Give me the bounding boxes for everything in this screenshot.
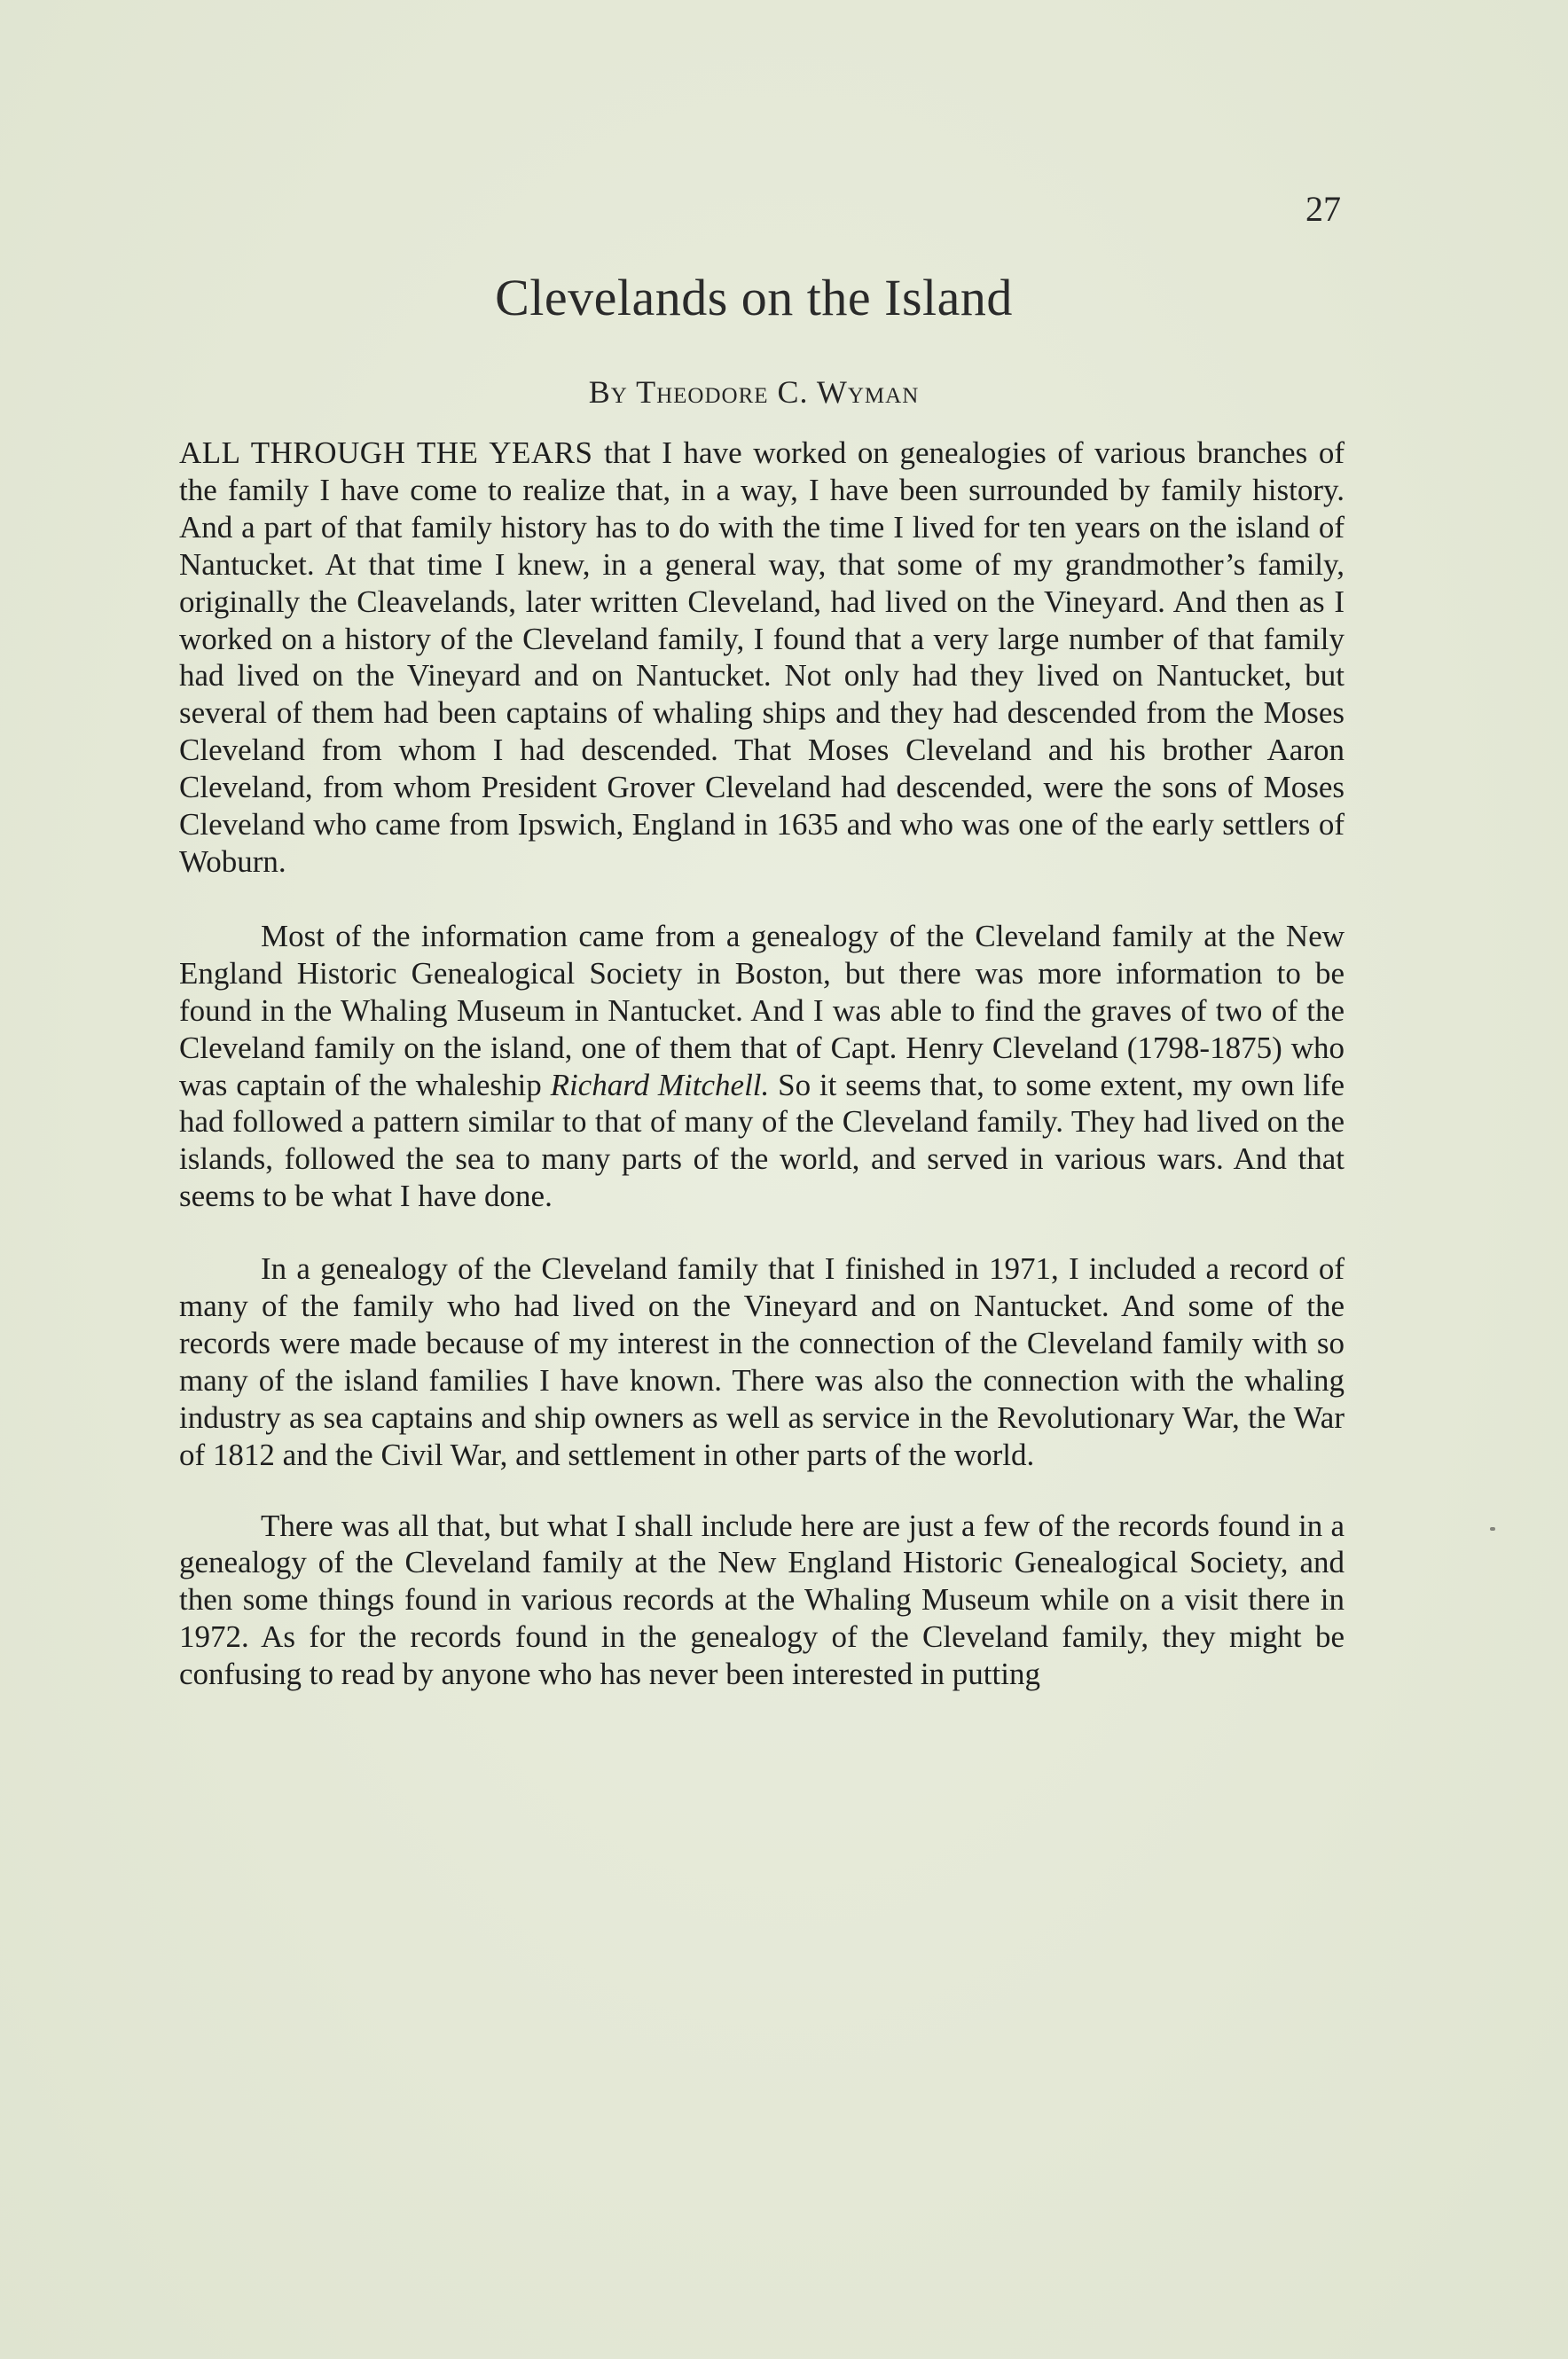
paragraph-2 — [179, 918, 1345, 1215]
page-number: 27 — [1305, 189, 1341, 229]
paragraph-lead-in: ALL THROUGH THE YEARS — [179, 435, 593, 470]
paragraph-1 — [179, 435, 1345, 881]
paragraph-4-text: There was all that, but what I shall include here are just a few of the records found in a genealogy of the Cleveland family at the New England Historic Genealogical Society, and then some things found in various records at the Whaling Museum while on a visit there in 1972. As for the records found in the genealogy of the Cleveland family, they might be confusing to read by anyone who has never been interested in putting — [179, 1508, 1345, 1692]
paragraph-1-text: that I have worked on genealogies of various branches of the family I have come to realize that, in a way, I have been surrounded by family history. And a part of that family history has to do with the time I lived for ten years on the island of Nantucket. At that time I knew, in a general way, that some of my grandmother’s family, originally the Cleavelands, later written Cleveland, had lived on the Vineyard. And then as I worked on a history of the Cleveland family, I found that a very large number of that family had lived on the Vineyard and on Nantucket. Not only had they lived on Nantucket, but several of them had been captains of whaling ships and they had descended from the Moses Cleveland from whom I had descended. That Moses Cleveland and his brother Aaron Cleveland, from whom President Grover Cleveland had descended, were the sons of Moses Cleveland who came from Ipswich, England in 1635 and who was one of the early settlers of Woburn. — [179, 435, 1345, 879]
ship-name: Richard Mitchell. — [550, 1067, 770, 1102]
paragraph-4 — [179, 1508, 1345, 1694]
paper-speck — [1490, 1527, 1495, 1531]
paragraph-2-text-after: So it seems that, to some extent, my own life had followed a pattern similar to that of many of the Cleveland family. They had lived on the islands, followed the sea to many parts of the world, and served in various wars. And that seems to be what I have done. — [179, 1067, 1345, 1214]
paragraph-3 — [179, 1250, 1345, 1473]
article-byline: By Theodore C. Wyman — [588, 374, 920, 410]
article-title: Clevelands on the Island — [495, 269, 1013, 326]
article-body — [179, 435, 1345, 1693]
paragraph-3-text: In a genealogy of the Cleveland family that I finished in 1971, I included a record of many of the family who had lived on the Vineyard and on Nantucket. And some of the records were made because of my interest in the connection of the Cleveland family with so many of the island families I have known. There was also the connection with the whaling industry as sea captains and ship owners as well as service in the Revolutionary War, the War of 1812 and the Civil War, and settlement in other parts of the world. — [179, 1251, 1345, 1472]
paragraph-2-text-before: Most of the information came from a genealogy of the Cleveland family at the New England Historic Genealogical Society in Boston, but there was more information to be found in the Whaling Museum in Nantucket. And I was able to find the graves of two of the Cleveland family on the island, one of them that of Capt. Henry Cleveland (1798-1875) who was captain of the whaleship — [179, 918, 1345, 1102]
